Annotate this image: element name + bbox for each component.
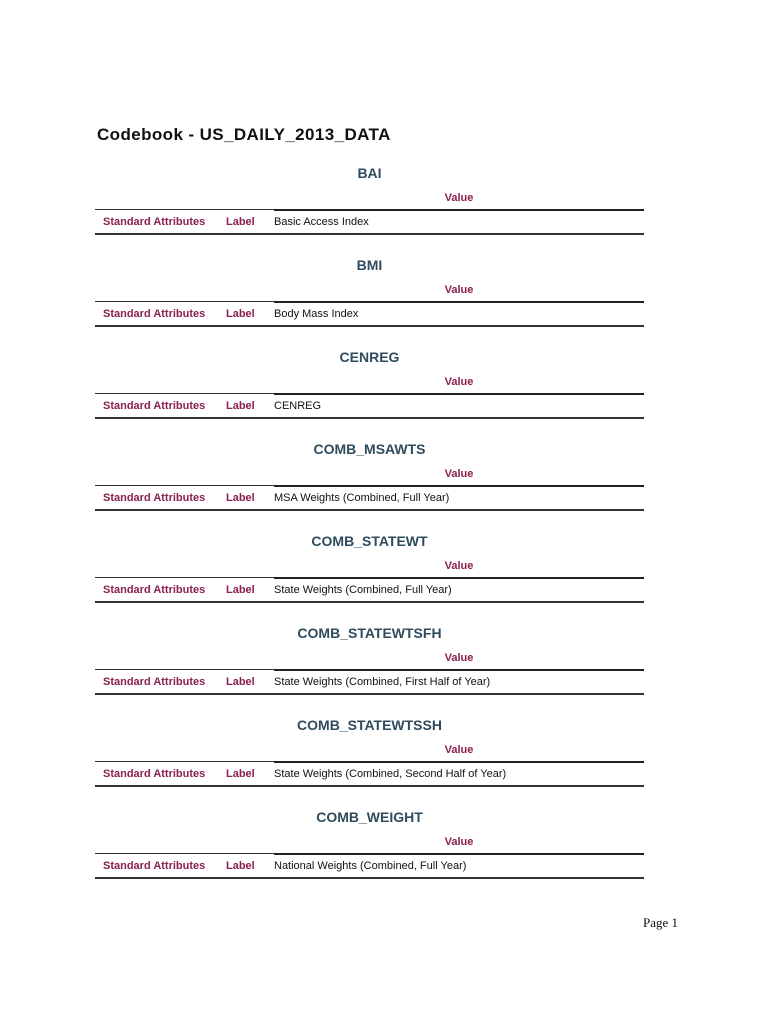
variable-name: CENREG	[339, 349, 400, 365]
variable-block-bmi	[95, 257, 644, 335]
attribute-value: National Weights (Combined, Full Year)	[274, 860, 467, 872]
variable-name: BMI	[356, 257, 383, 273]
table-bottom-rule	[95, 877, 644, 879]
attribute-group-label: Standard Attributes	[103, 492, 206, 504]
attribute-name: Label	[226, 584, 255, 596]
table-bottom-rule	[95, 601, 644, 603]
table-top-rule-heavy	[274, 577, 644, 579]
table-top-rule-heavy	[274, 761, 644, 763]
variable-block-comb-statewtsfh	[95, 625, 644, 703]
variable-name: COMB_STATEWTSFH	[297, 625, 442, 641]
variable-block-comb-weight	[95, 809, 644, 887]
table-bottom-rule	[95, 233, 644, 235]
attribute-name: Label	[226, 676, 255, 688]
table-bottom-rule	[95, 785, 644, 787]
value-column-header: Value	[444, 560, 474, 572]
table-bottom-rule	[95, 325, 644, 327]
variable-block-cenreg	[95, 349, 644, 427]
table-top-rule-heavy	[274, 485, 644, 487]
attribute-name: Label	[226, 216, 255, 228]
attribute-name: Label	[226, 400, 255, 412]
variable-block-comb-statewtssh	[95, 717, 644, 795]
value-column-header: Value	[444, 468, 474, 480]
attribute-group-label: Standard Attributes	[103, 400, 206, 412]
attribute-group-label: Standard Attributes	[103, 216, 206, 228]
attribute-group-label: Standard Attributes	[103, 860, 206, 872]
variable-name: COMB_MSAWTS	[313, 441, 426, 457]
variable-block-comb-statewt	[95, 533, 644, 611]
value-column-header: Value	[444, 284, 474, 296]
document-title: Codebook - US_DAILY_2013_DATA	[97, 125, 391, 144]
attribute-group-label: Standard Attributes	[103, 308, 206, 320]
table-bottom-rule	[95, 509, 644, 511]
variable-block-comb-msawts	[95, 441, 644, 519]
value-column-header: Value	[444, 744, 474, 756]
attribute-name: Label	[226, 492, 255, 504]
table-top-rule-heavy	[274, 209, 644, 211]
attribute-value: State Weights (Combined, Full Year)	[274, 584, 452, 596]
attribute-value: Basic Access Index	[274, 216, 369, 228]
attribute-group-label: Standard Attributes	[103, 584, 206, 596]
variable-name: COMB_STATEWTSSH	[297, 717, 442, 733]
table-top-rule-heavy	[274, 393, 644, 395]
attribute-value: Body Mass Index	[274, 308, 359, 320]
table-bottom-rule	[95, 417, 644, 419]
variable-block-bai	[95, 165, 644, 243]
attribute-name: Label	[226, 768, 255, 780]
page-number: Page 1	[643, 915, 679, 930]
table-bottom-rule	[95, 693, 644, 695]
attribute-group-label: Standard Attributes	[103, 676, 206, 688]
attribute-value: State Weights (Combined, First Half of Year)	[274, 676, 491, 688]
attribute-value: CENREG	[274, 400, 322, 412]
value-column-header: Value	[444, 376, 474, 388]
table-top-rule-heavy	[274, 853, 644, 855]
table-top-rule-heavy	[274, 669, 644, 671]
attribute-value: MSA Weights (Combined, Full Year)	[274, 492, 450, 504]
attribute-name: Label	[226, 860, 255, 872]
value-column-header: Value	[444, 192, 474, 204]
variable-name: COMB_STATEWT	[311, 533, 428, 549]
value-column-header: Value	[444, 836, 474, 848]
value-column-header: Value	[444, 652, 474, 664]
variable-name: COMB_WEIGHT	[316, 809, 423, 825]
table-top-rule-heavy	[274, 301, 644, 303]
variable-name: BAI	[357, 165, 382, 181]
attribute-value: State Weights (Combined, Second Half of Year)	[274, 768, 507, 780]
attribute-name: Label	[226, 308, 255, 320]
attribute-group-label: Standard Attributes	[103, 768, 206, 780]
